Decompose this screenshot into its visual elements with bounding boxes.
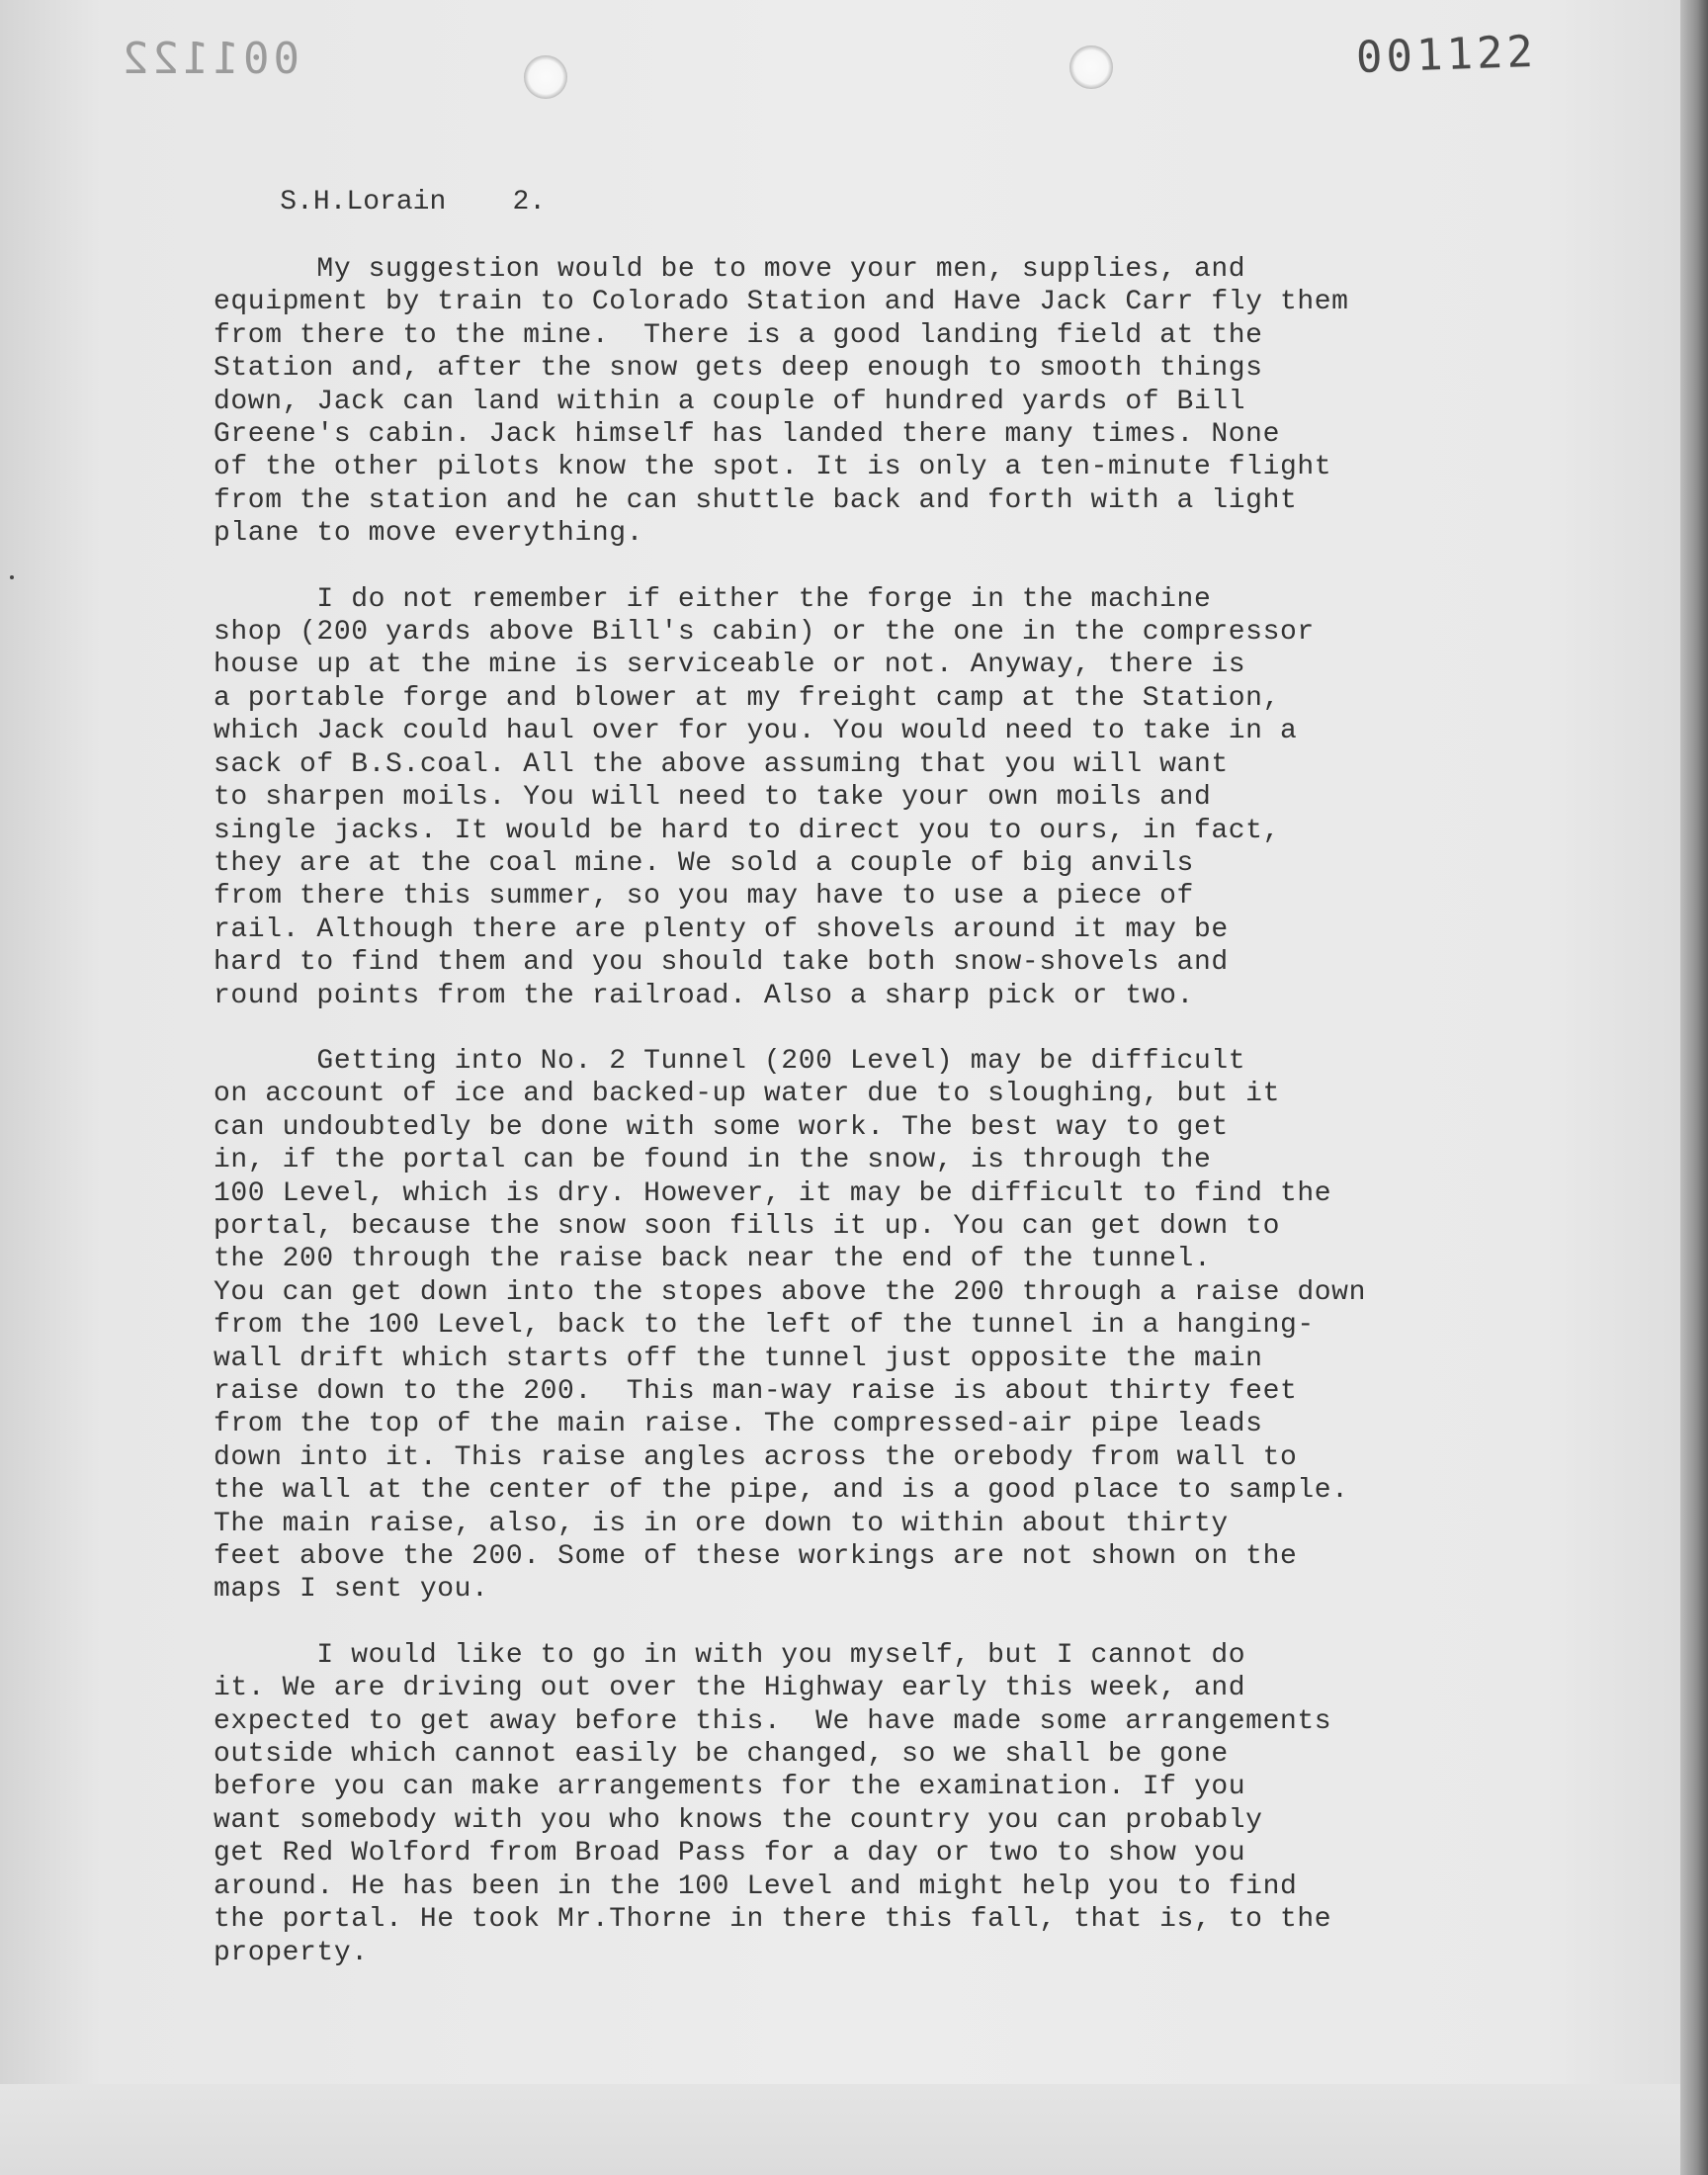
page-edge-shadow <box>1680 0 1708 2175</box>
paragraph <box>214 583 1617 1012</box>
text-line: shop (200 yards above Bill's cabin) or the one in the compressor <box>214 617 1315 649</box>
punch-hole-left <box>524 55 567 99</box>
text-line: 100 Level, which is dry. However, it may be difficult to find the <box>214 1177 1332 1209</box>
page-header <box>214 156 546 248</box>
text-line: around. He has been in the 100 Level and might help you to find <box>214 1870 1298 1902</box>
text-line: raise down to the 200. This man-way raise is about thirty feet <box>214 1376 1298 1407</box>
punch-hole-right <box>1069 45 1113 89</box>
text-line: wall drift which starts off the tunnel just opposite the main <box>214 1343 1263 1374</box>
text-line: My suggestion would be to move your men, supplies, and <box>214 254 1246 285</box>
text-line: round points from the railroad. Also a sharp pick or two. <box>214 980 1194 1011</box>
text-line: maps I sent you. <box>214 1574 489 1606</box>
ink-speck <box>10 575 14 579</box>
recipient-name: S.H.Lorain <box>280 187 447 218</box>
text-line: down, Jack can land within a couple of hundred yards of Bill <box>214 386 1246 417</box>
text-line: down into it. This raise angles across the orebody from wall to <box>214 1441 1298 1473</box>
text-line: from the station and he can shuttle back and forth with a light <box>214 484 1298 516</box>
paragraph <box>214 1045 1617 1607</box>
text-line: single jacks. It would be hard to direct you to ours, in fact, <box>214 815 1280 846</box>
text-line: it. We are driving out over the Highway early this week, and <box>214 1673 1246 1704</box>
paragraph <box>214 1639 1617 1969</box>
letter-body <box>214 253 1617 2002</box>
text-line: the portal. He took Mr.Thorne in there this fall, that is, to the <box>214 1904 1332 1936</box>
text-line: on account of ice and backed-up water due to sloughing, but it <box>214 1079 1280 1110</box>
text-line: can undoubtedly be done with some work. The best way to get <box>214 1111 1229 1143</box>
text-line: property. <box>214 1937 369 1968</box>
text-line: portal, because the snow soon fills it up. You can get down to <box>214 1210 1280 1242</box>
text-line: sack of B.S.coal. All the above assuming that you will want <box>214 748 1229 780</box>
text-line: before you can make arrangements for the examination. If you <box>214 1772 1246 1803</box>
text-line: expected to get away before this. We have made some arrangements <box>214 1705 1332 1737</box>
document-number-stamp: 001122 <box>1355 26 1538 84</box>
text-line: to sharpen moils. You will need to take your own moils and <box>214 782 1212 814</box>
paragraph <box>214 253 1617 551</box>
text-line: the 200 through the raise back near the end of the tunnel. <box>214 1244 1212 1275</box>
text-line: from there this summer, so you may have to use a piece of <box>214 881 1194 913</box>
text-line: from the 100 Level, back to the left of the tunnel in a hanging- <box>214 1310 1315 1342</box>
text-line: feet above the 200. Some of these workings are not shown on the <box>214 1541 1298 1573</box>
text-line: outside which cannot easily be changed, so we shall be gone <box>214 1739 1229 1771</box>
text-line: The main raise, also, is in ore down to within about thirty <box>214 1508 1229 1539</box>
text-line: want somebody with you who knows the country you can probably <box>214 1804 1263 1836</box>
text-line: plane to move everything. <box>214 518 644 550</box>
text-line: in, if the portal can be found in the snow, is through the <box>214 1145 1212 1176</box>
text-line: which Jack could haul over for you. You would need to take in a <box>214 716 1298 747</box>
text-line: Greene's cabin. Jack himself has landed there many times. None <box>214 419 1280 451</box>
text-line: of the other pilots know the spot. It is only a ten-minute flight <box>214 452 1332 483</box>
text-line: hard to find them and you should take both snow-shovels and <box>214 947 1229 979</box>
text-line: from there to the mine. There is a good landing field at the <box>214 319 1263 351</box>
text-line: I do not remember if either the forge in the machine <box>214 583 1212 615</box>
text-line: I would like to go in with you myself, but I cannot do <box>214 1639 1246 1671</box>
text-line: from the top of the main raise. The compressed-air pipe leads <box>214 1409 1263 1440</box>
text-line: they are at the coal mine. We sold a couple of big anvils <box>214 847 1194 879</box>
text-line: the wall at the center of the pipe, and is a good place to sample. <box>214 1475 1349 1507</box>
page-bottom-margin <box>0 2084 1680 2175</box>
text-line: a portable forge and blower at my freight camp at the Station, <box>214 682 1280 714</box>
page-number: 2. <box>512 187 547 218</box>
text-line: equipment by train to Colorado Station and Have Jack Carr fly them <box>214 287 1349 318</box>
text-line: Getting into No. 2 Tunnel (200 Level) may be difficult <box>214 1045 1246 1077</box>
text-line: house up at the mine is serviceable or not. Anyway, there is <box>214 650 1246 681</box>
bleed-through-stamp: 001122 <box>119 34 299 84</box>
text-line: get Red Wolford from Broad Pass for a day or two to show you <box>214 1838 1246 1870</box>
text-line: Station and, after the snow gets deep enough to smooth things <box>214 353 1263 385</box>
text-line: rail. Although there are plenty of shovels around it may be <box>214 914 1229 945</box>
text-line: You can get down into the stopes above the 200 through a raise down <box>214 1276 1366 1308</box>
